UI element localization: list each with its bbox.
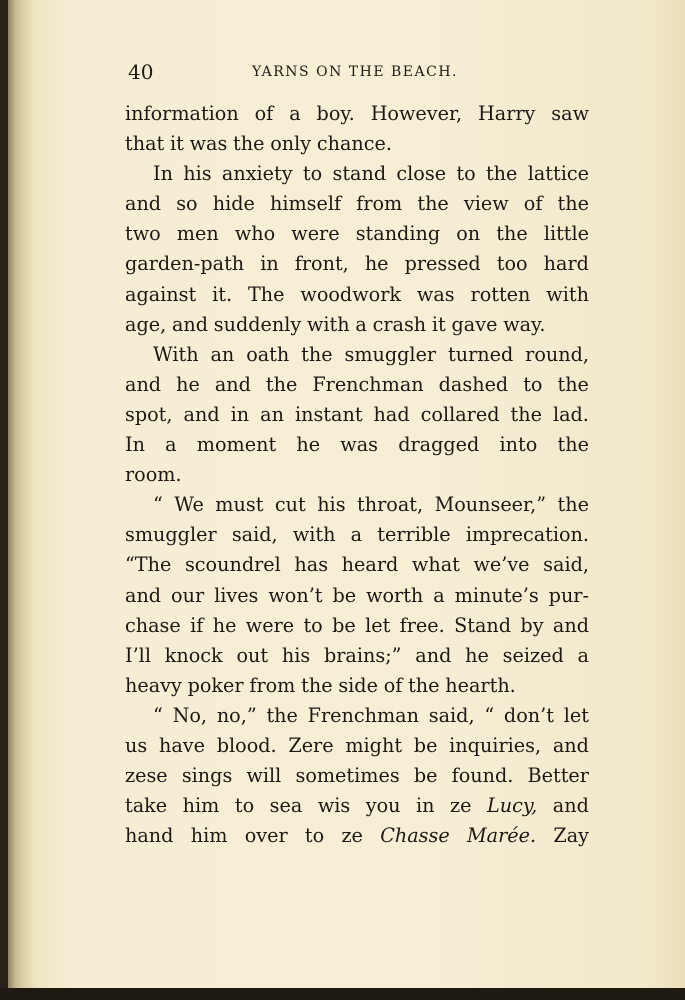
word: had [373, 402, 410, 426]
word: the [417, 192, 449, 216]
word: little [543, 222, 589, 246]
word: him [190, 824, 228, 848]
word: you [365, 794, 401, 818]
word: pressed [404, 252, 481, 276]
word: seized [502, 643, 564, 667]
word: let [365, 613, 391, 637]
word: With [153, 342, 199, 366]
word: in [230, 402, 250, 426]
word: Frenchman [312, 372, 424, 396]
word: with [292, 523, 336, 547]
text-line [125, 219, 589, 249]
word: out [236, 643, 269, 667]
text-line [125, 791, 589, 821]
word: crash [372, 312, 427, 336]
text-line [125, 761, 589, 791]
word: woodwork [300, 282, 401, 306]
word: brains;” [323, 643, 402, 667]
word: Zere [288, 733, 334, 757]
page-header [122, 60, 588, 90]
word: and [552, 613, 589, 637]
word: be [332, 613, 356, 637]
word: a [289, 102, 301, 125]
word: Stand [454, 613, 512, 637]
text-line [125, 671, 589, 701]
text-line [125, 821, 589, 851]
word: he [176, 372, 200, 396]
word: the [485, 162, 518, 186]
body-text [125, 99, 589, 851]
word: an [260, 402, 284, 426]
word: must [215, 493, 264, 517]
word: hard [543, 252, 589, 276]
page-gutter [8, 0, 34, 990]
word: was [340, 433, 379, 457]
word: that [125, 132, 165, 156]
word: only [270, 132, 312, 156]
word: him [182, 794, 220, 818]
word: and [125, 192, 162, 216]
word: of [254, 102, 274, 125]
word: “ [484, 703, 495, 727]
running-title: YARNS ON THE BEACH. [252, 64, 458, 80]
word: what [411, 553, 460, 577]
word: wis [317, 794, 351, 818]
word: said, [231, 523, 278, 547]
word: close [396, 162, 447, 186]
word: Chasse [380, 824, 450, 848]
word: to [303, 613, 323, 637]
word: No, [172, 703, 208, 727]
word: a [165, 433, 177, 457]
word: poker [187, 673, 244, 697]
word: minute’s [454, 583, 539, 607]
text-line [125, 731, 589, 761]
word: the [301, 342, 333, 366]
word: dashed [438, 372, 509, 396]
text-line [125, 490, 589, 520]
word: Marée. [467, 824, 537, 848]
word: and [552, 733, 589, 757]
word: too [496, 252, 528, 276]
word: front, [294, 252, 349, 276]
word: hearth. [445, 673, 516, 697]
word: hand [125, 824, 174, 848]
word: worth [366, 583, 424, 607]
word: instant [294, 402, 363, 426]
word: and [214, 372, 251, 396]
word: the [265, 372, 298, 396]
bottom-edge [0, 988, 685, 1000]
word: the [301, 673, 333, 697]
word: the [557, 433, 589, 457]
word: so [176, 192, 198, 216]
word: from [249, 673, 296, 697]
book-page [8, 0, 685, 990]
text-line [125, 129, 589, 159]
word: if [190, 613, 204, 637]
word: scoundrel [184, 553, 281, 577]
word: side [338, 673, 378, 697]
word: a [355, 312, 367, 336]
word: gave [451, 312, 498, 336]
word: Lucy, [487, 794, 538, 818]
word: We [174, 493, 204, 517]
word: sea [269, 794, 303, 818]
word: “The [125, 553, 172, 577]
word: chase [125, 613, 181, 637]
word: it. [212, 282, 233, 306]
text-line [125, 460, 589, 490]
word: were [291, 222, 340, 246]
word: two [125, 222, 161, 246]
word: to [304, 824, 325, 848]
word: said, [428, 703, 475, 727]
word: and [183, 402, 220, 426]
word: age, [125, 312, 167, 336]
word: boy. [316, 102, 355, 125]
word: won’t [268, 583, 323, 607]
word: cut [274, 493, 306, 517]
word: over [244, 824, 288, 848]
word: the [233, 132, 265, 156]
word: in [416, 794, 435, 818]
word: Zay [553, 824, 589, 848]
word: let [563, 703, 589, 727]
word: and [125, 372, 162, 396]
word: spot, [125, 402, 173, 426]
word: was [416, 282, 455, 306]
word: pur- [548, 583, 589, 607]
word: from [356, 192, 403, 216]
word: In [153, 162, 173, 186]
text-line [125, 400, 589, 430]
word: ze [341, 824, 363, 848]
word: himself [269, 192, 342, 216]
word: free. [399, 613, 445, 637]
word: throat, [357, 493, 424, 517]
word: view [463, 192, 509, 216]
text-line [125, 430, 589, 460]
text-line [125, 189, 589, 219]
word: I’ll [125, 643, 151, 667]
text-line [125, 520, 589, 550]
word: a [350, 523, 363, 547]
word: In [125, 433, 145, 457]
word: an [210, 342, 235, 366]
word: who [234, 222, 276, 246]
text-line [125, 310, 589, 340]
text-line [125, 641, 589, 671]
word: his [183, 162, 212, 186]
word: hide [212, 192, 255, 216]
word: was [189, 132, 228, 156]
word: and [125, 583, 162, 607]
word: suddenly [213, 312, 302, 336]
text-line [125, 581, 589, 611]
word: the [557, 372, 589, 396]
word: he [212, 613, 237, 637]
word: take [125, 794, 168, 818]
word: a [577, 643, 589, 667]
word: it [431, 312, 446, 336]
word: sometimes [295, 764, 400, 788]
page-number: 40 [128, 60, 154, 84]
word: it [169, 132, 184, 156]
word: inquiries, [449, 733, 542, 757]
word: into [499, 433, 538, 457]
word: against [125, 282, 197, 306]
word: said, [543, 553, 589, 577]
word: to [302, 162, 323, 186]
word: to [456, 162, 476, 186]
word: he [364, 252, 389, 276]
word: heavy [125, 673, 182, 697]
word: “ [153, 703, 163, 727]
word: the [557, 493, 589, 517]
word: smuggler [125, 523, 217, 547]
word: our [171, 583, 205, 607]
word: dragged [398, 433, 480, 457]
word: ze [450, 794, 472, 818]
word: However, [370, 102, 463, 125]
word: Mounseer,” [434, 493, 547, 517]
word: he [465, 643, 489, 667]
word: sings [181, 764, 233, 788]
text-line [125, 249, 589, 279]
word: of [383, 673, 403, 697]
word: heard [341, 553, 399, 577]
word: Harry [478, 102, 536, 125]
word: the [408, 673, 440, 697]
word: lad. [552, 402, 589, 426]
word: with [546, 282, 589, 306]
word: the [510, 402, 542, 426]
word: a [433, 583, 445, 607]
word: garden-path [125, 252, 245, 276]
word: moment [196, 433, 277, 457]
word: with [307, 312, 350, 336]
text-line [125, 701, 589, 731]
word: knock [164, 643, 223, 667]
word: standing [355, 222, 441, 246]
word: his [281, 643, 311, 667]
word: no,” [216, 703, 257, 727]
word: zese [125, 764, 168, 788]
word: to [523, 372, 543, 396]
word: men [176, 222, 219, 246]
word: smuggler [344, 342, 437, 366]
word: we’ve [473, 553, 530, 577]
word: be [332, 583, 357, 607]
word: information [125, 102, 239, 125]
word: his [317, 493, 346, 517]
word: imprecation. [465, 523, 589, 547]
word: Better [527, 764, 589, 788]
text-line [125, 550, 589, 580]
word: oath [246, 342, 290, 366]
word: the [557, 192, 589, 216]
word: be [413, 733, 438, 757]
word: stand [332, 162, 387, 186]
word: anxiety [221, 162, 293, 186]
word: turned [448, 342, 514, 366]
word: to [234, 794, 255, 818]
word: might [345, 733, 403, 757]
word: the [266, 703, 298, 727]
word: and [415, 643, 452, 667]
word: were [245, 613, 295, 637]
word: us [125, 733, 148, 757]
word: Frenchman [307, 703, 419, 727]
word: The [247, 282, 285, 306]
word: and [171, 312, 209, 336]
text-line [125, 99, 589, 129]
word: saw [551, 102, 589, 125]
word: room. [125, 463, 182, 487]
word: lives [214, 583, 259, 607]
word: in [260, 252, 279, 276]
word: blood. [216, 733, 277, 757]
word: have [158, 733, 205, 757]
text-line [125, 611, 589, 641]
text-line [125, 159, 589, 189]
word: by [520, 613, 544, 637]
word: found. [451, 764, 514, 788]
word: of [523, 192, 543, 216]
word: terrible [377, 523, 451, 547]
word: chance. [316, 132, 392, 156]
word: round, [525, 342, 589, 366]
word: the [496, 222, 528, 246]
text-line [125, 280, 589, 310]
word: collared [420, 402, 500, 426]
word: on [456, 222, 481, 246]
word: rotten [470, 282, 531, 306]
word: lattice [527, 162, 589, 186]
word: don’t [503, 703, 554, 727]
word: way. [503, 312, 546, 336]
text-line [125, 370, 589, 400]
word: has [294, 553, 329, 577]
word: “ [153, 493, 163, 517]
word: be [413, 764, 438, 788]
word: and [552, 794, 589, 818]
text-line [125, 340, 589, 370]
word: will [246, 764, 282, 788]
word: he [296, 433, 321, 457]
